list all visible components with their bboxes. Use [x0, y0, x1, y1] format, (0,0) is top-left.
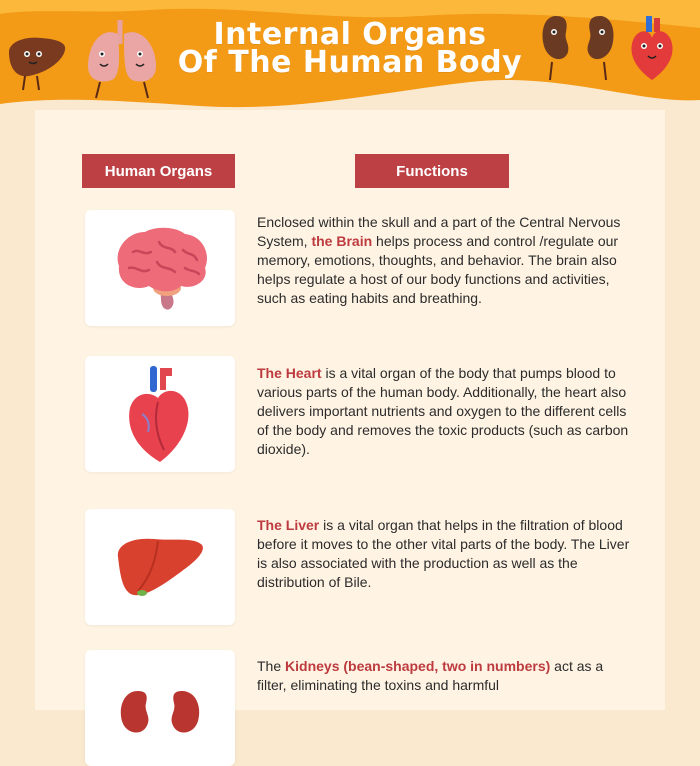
lungs-mascot-icon: [80, 14, 170, 102]
heart-mascot-icon: [626, 14, 678, 90]
heart-icon: [120, 362, 200, 466]
organ-card-brain: [85, 210, 235, 326]
organ-card-kidneys: [85, 650, 235, 766]
organ-card-liver: [85, 509, 235, 625]
organ-description-heart: The Heart is a vital organ of the body that pumps blood to various parts of the human body. Additionally, the heart also delivers important nutrients and oxygen to the different cells of the body and removes the toxic products (such as carbon dioxide).: [257, 365, 629, 457]
liver-icon: [112, 531, 208, 603]
liver-mascot-icon: [5, 30, 69, 94]
column-header-organs: Human Organs: [82, 154, 235, 188]
column-header-functions: Functions: [355, 154, 509, 188]
kidneys-icon: [110, 673, 210, 743]
organ-description-liver: The Liver is a vital organ that helps in the filtration of blood before it moves to the other vital parts of the body. The Liver is also associated with the production as well as the distribution of Bile.: [257, 517, 630, 590]
organ-name-kidneys: Kidneys (bean-shaped, two in numbers): [285, 658, 551, 674]
organ-description-kidneys: The Kidneys (bean-shaped, two in numbers) act as a filter, eliminating the toxins and harmful: [257, 658, 604, 693]
organ-card-heart: [85, 356, 235, 472]
brain-icon: [105, 222, 215, 314]
organ-name-brain: the Brain: [311, 233, 373, 249]
organ-description-brain: Enclosed within the skull and a part of the Central Nervous System, the Brain helps process and control /regulate our memory, emotions, thoughts, and behavior. The brain also helps regulate a host of our body functions and activities, such as eating habits and breathing.: [257, 214, 621, 306]
organ-name-liver: The Liver: [257, 517, 320, 533]
kidneys-mascot-icon: [538, 10, 620, 86]
organ-name-heart: The Heart: [257, 365, 322, 381]
page-title-line2: Of The Human Body: [177, 45, 523, 80]
page-title-line1: Internal Organs: [213, 17, 487, 52]
